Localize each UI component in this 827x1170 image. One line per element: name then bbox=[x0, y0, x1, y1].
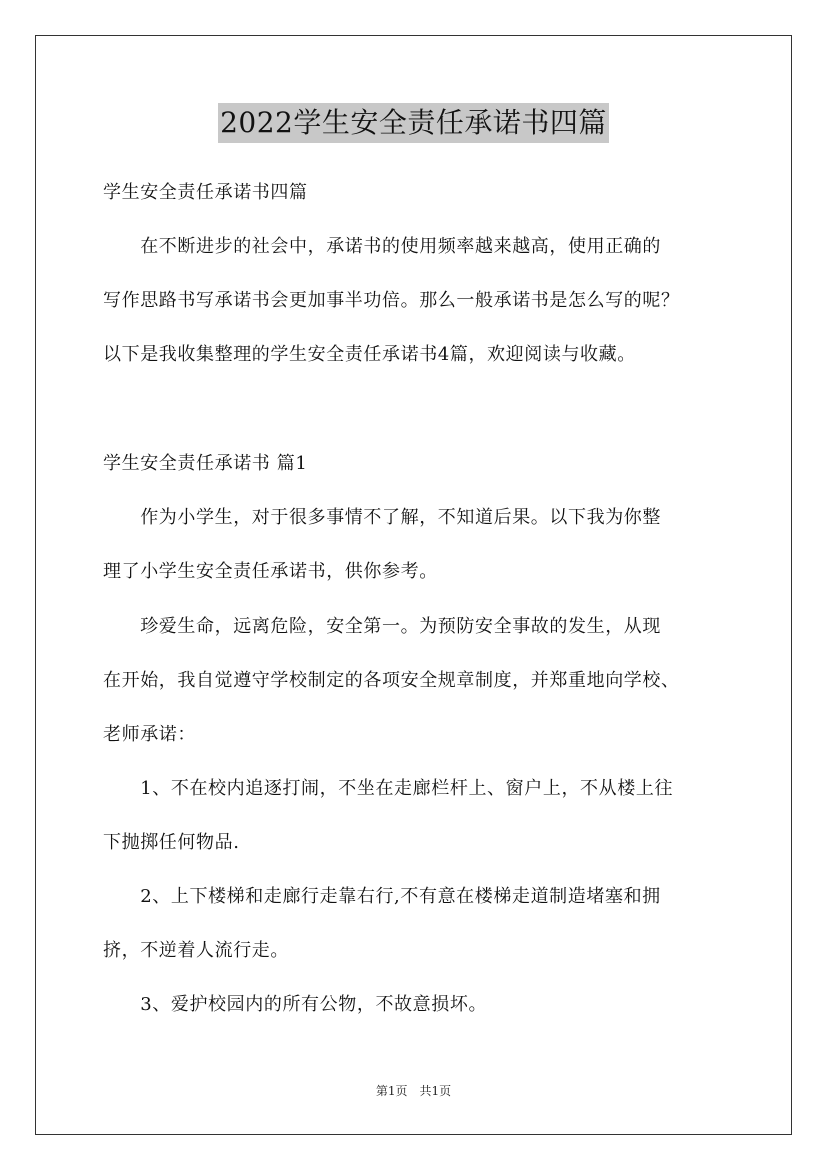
body-line: 在开始，我自觉遵守学校制定的各项安全规章制度，并郑重地向学校、 bbox=[103, 670, 680, 691]
body-line: 下抛掷任何物品. bbox=[103, 832, 240, 853]
body-line: 老师承诺： bbox=[103, 724, 196, 745]
page-footer: 第1页 共1页 bbox=[375, 1084, 452, 1098]
intro-line: 在不断进步的社会中，承诺书的使用频率越来越高，使用正确的 bbox=[103, 236, 661, 257]
intro-line: 以下是我收集整理的学生安全责任承诺书4篇，欢迎阅读与收藏。 bbox=[103, 344, 636, 365]
section-heading: 学生安全责任承诺书 篇1 bbox=[103, 453, 308, 474]
body-line: 2、上下楼梯和走廊行走靠右行,不有意在楼梯走道制造堵塞和拥 bbox=[103, 886, 661, 907]
body-line: 珍爱生命，远离危险，安全第一。为预防安全事故的发生，从现 bbox=[103, 616, 661, 637]
body-line: 理了小学生安全责任承诺书，供你参考。 bbox=[103, 561, 438, 582]
body-line: 作为小学生，对于很多事情不了解，不知道后果。以下我为你整 bbox=[103, 507, 661, 528]
subtitle: 学生安全责任承诺书四篇 bbox=[103, 182, 308, 203]
body-line: 挤，不逆着人流行走。 bbox=[103, 940, 289, 961]
title-container bbox=[0, 103, 827, 143]
body-line: 3、爱护校园内的所有公物，不故意损坏。 bbox=[103, 994, 488, 1015]
document-title: 2022学生安全责任承诺书四篇 bbox=[218, 103, 609, 143]
body-line: 1、不在校内追逐打闹，不坐在走廊栏杆上、窗户上，不从楼上往 bbox=[103, 778, 674, 799]
intro-line: 写作思路书写承诺书会更加事半功倍。那么一般承诺书是怎么写的呢？ bbox=[103, 290, 680, 311]
